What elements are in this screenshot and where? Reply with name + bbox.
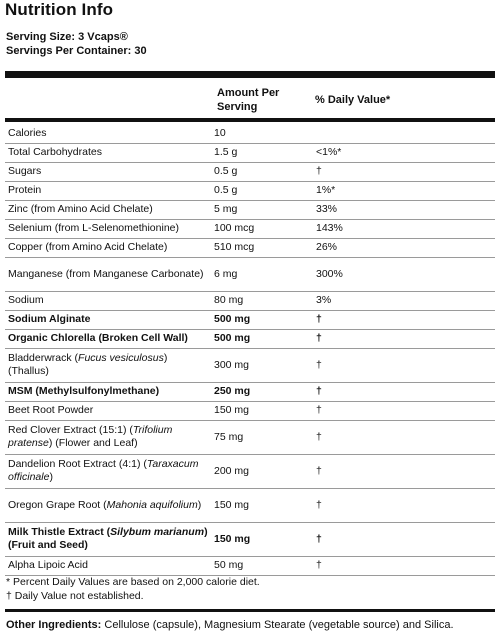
nutrient-name-part: ) — [197, 498, 202, 511]
nutrient-name-part: Red Clover Extract (15:1) ( — [8, 424, 133, 436]
amount-cell: 10 — [211, 124, 313, 143]
table-row — [5, 291, 495, 310]
footnotes — [6, 575, 260, 603]
other-ingredients — [6, 619, 454, 631]
nutrient-name-part: Oregon Grape Root ( — [8, 498, 107, 511]
amount-per-serving-header: Amount Per Serving — [217, 87, 280, 113]
nutrient-name — [5, 488, 211, 522]
amount-cell: 100 mcg — [211, 219, 313, 238]
nutrient-name-part: ) — [49, 471, 53, 483]
daily-value-cell: † — [313, 420, 495, 454]
table-row — [5, 348, 495, 382]
amount-cell: 150 mg — [211, 522, 313, 556]
daily-value-cell: 1%* — [313, 181, 495, 200]
nutrient-name: Calories — [5, 124, 211, 143]
daily-value-cell: 143% — [313, 219, 495, 238]
amount-cell: 150 mg — [211, 401, 313, 420]
daily-value-cell: 33% — [313, 200, 495, 219]
daily-value-cell: 3% — [313, 291, 495, 310]
amount-cell: 6 mg — [211, 257, 313, 291]
nutrient-name: Alpha Lipoic Acid — [5, 556, 211, 575]
nutrient-name: Protein — [5, 181, 211, 200]
table-row — [5, 401, 495, 420]
table-row — [5, 329, 495, 348]
table-row — [5, 488, 495, 522]
amount-cell: 50 mg — [211, 556, 313, 575]
amount-cell: 200 mg — [211, 454, 313, 488]
daily-value-cell: † — [313, 556, 495, 575]
amount-cell: 500 mg — [211, 329, 313, 348]
amount-cell: 5 mg — [211, 200, 313, 219]
daily-value-cell: † — [313, 522, 495, 556]
page-title: Nutrition Info — [5, 0, 114, 19]
bottom-rule — [5, 609, 495, 612]
nutrient-latin-name: Fucus vesiculosus — [78, 352, 164, 364]
table-row — [5, 200, 495, 219]
nutrient-name: Zinc (from Amino Acid Chelate) — [5, 200, 211, 219]
table-row — [5, 143, 495, 162]
nutrient-name — [5, 454, 211, 488]
nutrient-name — [5, 420, 211, 454]
table-row — [5, 238, 495, 257]
nutrient-name-part: ) (Thallus) — [8, 352, 168, 377]
amount-cell: 0.5 g — [211, 162, 313, 181]
nutrient-name: Organic Chlorella (Broken Cell Wall) — [5, 329, 211, 348]
nutrient-latin-name: Mahonia aquifolium — [106, 498, 198, 511]
table-row — [5, 454, 495, 488]
nutrient-latin-name: Trifolium pratense — [8, 424, 173, 449]
other-ingredients-label: Other Ingredients: — [6, 619, 102, 631]
nutrient-name: Manganese (from Manganese Carbonate) — [5, 257, 211, 291]
nutrition-table — [5, 124, 495, 576]
top-thick-rule — [5, 71, 495, 78]
table-row — [5, 382, 495, 401]
nutrient-name: Selenium (from L-Selenomethionine) — [5, 219, 211, 238]
nutrient-name: Sodium Alginate — [5, 310, 211, 329]
table-row — [5, 420, 495, 454]
amount-cell: 80 mg — [211, 291, 313, 310]
daily-value-cell: † — [313, 162, 495, 181]
nutrient-name-part: Dandelion Root Extract (4:1) ( — [8, 458, 147, 470]
nutrient-name: Sodium — [5, 291, 211, 310]
nutrient-name: Beet Root Powder — [5, 401, 211, 420]
daily-value-cell — [313, 124, 495, 143]
serving-size: Serving Size: 3 Vcaps® — [6, 31, 128, 43]
amount-cell: 250 mg — [211, 382, 313, 401]
nutrient-name — [5, 348, 211, 382]
nutrient-name-part: Milk Thistle Extract ( — [8, 526, 111, 538]
amount-cell: 0.5 g — [211, 181, 313, 200]
amount-cell: 300 mg — [211, 348, 313, 382]
daily-value-cell: 26% — [313, 238, 495, 257]
daily-value-cell: † — [313, 454, 495, 488]
table-row — [5, 257, 495, 291]
header-rule — [5, 118, 495, 122]
amount-cell: 150 mg — [211, 488, 313, 522]
amount-cell: 1.5 g — [211, 143, 313, 162]
nutrient-name-part: Bladderwrack ( — [8, 352, 79, 364]
servings-per-container: Servings Per Container: 30 — [6, 45, 147, 57]
nutrient-name-part: ) (Fruit and Seed) — [8, 526, 208, 551]
nutrient-name: Sugars — [5, 162, 211, 181]
amount-cell: 75 mg — [211, 420, 313, 454]
table-row — [5, 556, 495, 575]
daily-value-cell: † — [313, 310, 495, 329]
daily-value-cell: † — [313, 348, 495, 382]
table-row — [5, 219, 495, 238]
daily-value-header: % Daily Value* — [315, 94, 391, 106]
table-row — [5, 124, 495, 143]
amount-cell: 500 mg — [211, 310, 313, 329]
table-row — [5, 310, 495, 329]
other-ingredients-text: Cellulose (capsule), Magnesium Stearate (vegetable source) and Silica. — [101, 619, 454, 631]
daily-value-cell: <1%* — [313, 143, 495, 162]
nutrient-name: Total Carbohydrates — [5, 143, 211, 162]
nutrient-name: MSM (Methylsulfonylmethane) — [5, 382, 211, 401]
dagger-footnote: † Daily Value not established. — [6, 590, 144, 602]
daily-value-cell: † — [313, 329, 495, 348]
nutrient-latin-name: Silybum marianum — [110, 526, 205, 538]
daily-value-cell: † — [313, 382, 495, 401]
daily-value-cell: † — [313, 488, 495, 522]
amount-cell: 510 mcg — [211, 238, 313, 257]
nutrient-latin-name: Taraxacum officinale — [8, 458, 199, 483]
table-row — [5, 181, 495, 200]
table-row — [5, 162, 495, 181]
nutrient-name-part: ) (Flower and Leaf) — [48, 437, 138, 449]
nutrient-name — [5, 522, 211, 556]
daily-value-cell: 300% — [313, 257, 495, 291]
daily-value-cell: † — [313, 401, 495, 420]
percent-footnote: * Percent Daily Values are based on 2,000 calorie diet. — [6, 576, 260, 588]
nutrient-name: Copper (from Amino Acid Chelate) — [5, 238, 211, 257]
table-row — [5, 522, 495, 556]
